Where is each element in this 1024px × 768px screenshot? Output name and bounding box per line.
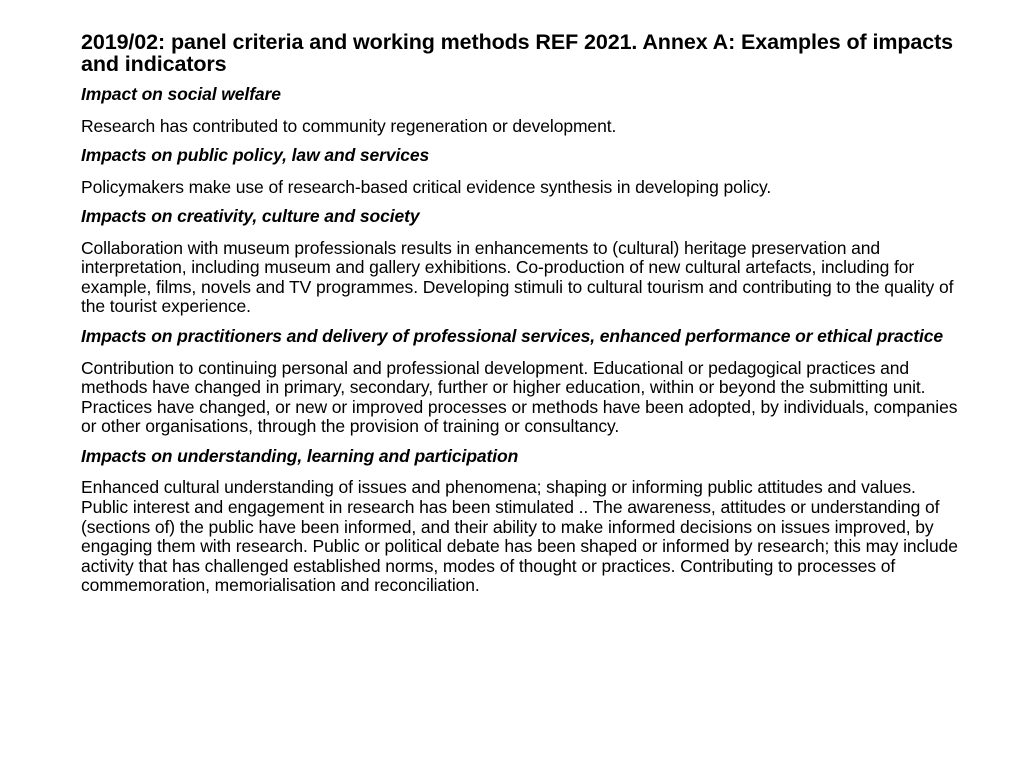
section-heading: Impacts on practitioners and delivery of professional services, enhanced performance or ethical practice [81,326,943,347]
section-heading: Impact on social welfare [81,84,281,104]
section-body: Enhanced cultural understanding of issues and phenomena; shaping or informing public attitudes and values. Public interest and engagement in research has been stimulated .. The awareness, attitudes or understanding of (sections of) the public have been informed, and their ability to make informed decisions on issues improved, by engaging them with research. Public or political debate has been shaped or informed by research; this may include activity that has challenged established norms, modes of thought or practices. Contributing to processes of commemoration, memorialisation and reconciliation. [81,477,958,596]
section-body: Collaboration with museum professionals results in enhancements to (cultural) heritage preservation and interpretation, including museum and gallery exhibitions. Co-production of new cultural artefacts, including for example, films, novels and TV programmes. Developing stimuli to cultural tourism and contributing to the quality of the tourist experience. [81,237,954,317]
section-public-policy [81,146,961,197]
section-body: Policymakers make use of research-based critical evidence synthesis in developing policy. [81,176,772,197]
page-title: 2019/02: panel criteria and working methods REF 2021. Annex A: Examples of impacts and indicators [81,30,953,76]
section-creativity-culture [81,207,961,317]
section-heading: Impacts on understanding, learning and participation [81,445,519,466]
section-heading: Impacts on creativity, culture and society [81,206,420,227]
section-body: Research has contributed to community regeneration or development. [81,115,617,136]
section-social-welfare [81,85,961,136]
section-understanding [81,447,961,596]
section-practitioners [81,327,961,437]
section-heading: Impacts on public policy, law and services [81,145,430,166]
section-body: Contribution to continuing personal and professional development. Educational or pedagogical practices and methods have changed in primary, secondary, further or higher education, within or beyond the submitting unit. Practices have changed, or new or improved processes or methods have been adopted, by individuals, companies or other organisations, through the provision of training or consultancy. [81,357,958,437]
slide-content [81,31,961,596]
